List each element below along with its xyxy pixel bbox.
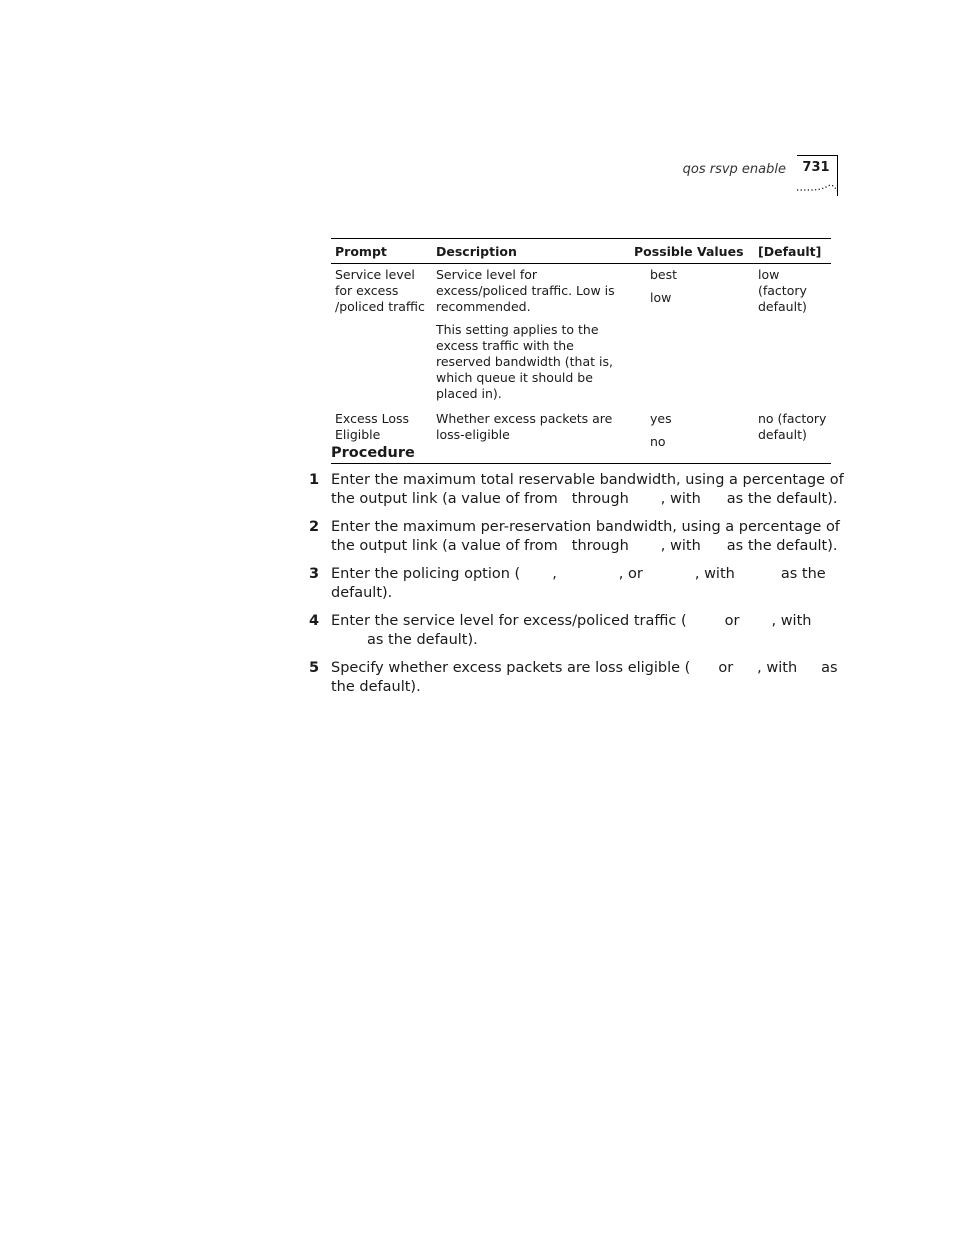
step-number: 3 [309, 566, 320, 582]
procedure-step-4 [305, 612, 845, 650]
column-header-description: Description [432, 239, 630, 264]
cell-possible-values [630, 408, 754, 464]
procedure-step-1 [305, 471, 845, 509]
step-text: Enter the maximum total reservable bandwidth, using a percentage of the output link (a value of from [331, 472, 844, 507]
cell-default: no (factory default) [754, 408, 831, 464]
possible-value: yes [650, 411, 672, 426]
procedure-steps [305, 471, 845, 706]
dotted-curve-ornament [796, 180, 838, 192]
step-text: , with [660, 491, 701, 507]
step-text: as the default). [367, 632, 478, 648]
page-number: 731 [802, 160, 830, 175]
step-text: or [718, 660, 734, 676]
step-text: , with [757, 660, 798, 676]
header-rule-horizontal [797, 155, 838, 156]
cell-default: low (factory default) [758, 267, 807, 314]
step-text: or [724, 613, 740, 629]
possible-value: low [650, 290, 672, 305]
step-number: 2 [309, 519, 320, 535]
procedure-step-5 [305, 659, 845, 697]
step-text: Enter the service level for excess/policed traffic ( [331, 613, 687, 629]
cell-prompt: Excess Loss Eligible [331, 408, 432, 464]
possible-value: no [650, 434, 666, 449]
description-paragraph: This setting applies to the excess traffic with the reserved bandwidth (that is, which queue it should be placed in). [436, 322, 613, 401]
column-header-default: [Default] [754, 239, 831, 264]
cell-description [432, 264, 630, 409]
description-paragraph: Service level for excess/policed traffic. Low is recommended. [436, 267, 615, 314]
step-number: 1 [309, 472, 320, 488]
step-text: Specify whether excess packets are loss eligible ( [331, 660, 691, 676]
table-row [331, 264, 831, 409]
procedure-step-3 [305, 565, 845, 603]
running-header-title: qos rsvp enable [682, 162, 786, 177]
column-header-prompt: Prompt [331, 239, 432, 264]
cell-prompt: Service level for excess /policed traffic [335, 267, 425, 314]
step-text: , with [694, 566, 735, 582]
step-text: , with [771, 613, 812, 629]
table-header-row [331, 239, 831, 264]
cell-description [432, 408, 630, 464]
procedure-heading: Procedure [331, 445, 415, 461]
step-text: , or [618, 566, 643, 582]
step-text: through [571, 491, 629, 507]
step-text: through [571, 538, 629, 554]
procedure-step-2 [305, 518, 845, 556]
step-text: , [552, 566, 557, 582]
possible-value: best [650, 267, 678, 282]
step-text: Enter the maximum per-reservation bandwidth, using a percentage of the output link (a value of from [331, 519, 840, 554]
cell-possible-values [630, 264, 754, 409]
step-text: , with [660, 538, 701, 554]
step-text: as the default). [331, 660, 838, 695]
column-header-possible-values: Possible Values [630, 239, 754, 264]
step-text: as the default). [726, 491, 838, 507]
step-number: 4 [309, 613, 320, 629]
description-paragraph: Whether excess packets are loss-eligible [436, 411, 613, 442]
step-text: as the default). [726, 538, 838, 554]
step-text: as the default). [331, 566, 826, 601]
step-number: 5 [309, 660, 320, 676]
parameter-table [331, 238, 831, 464]
step-text: Enter the policing option ( [331, 566, 521, 582]
